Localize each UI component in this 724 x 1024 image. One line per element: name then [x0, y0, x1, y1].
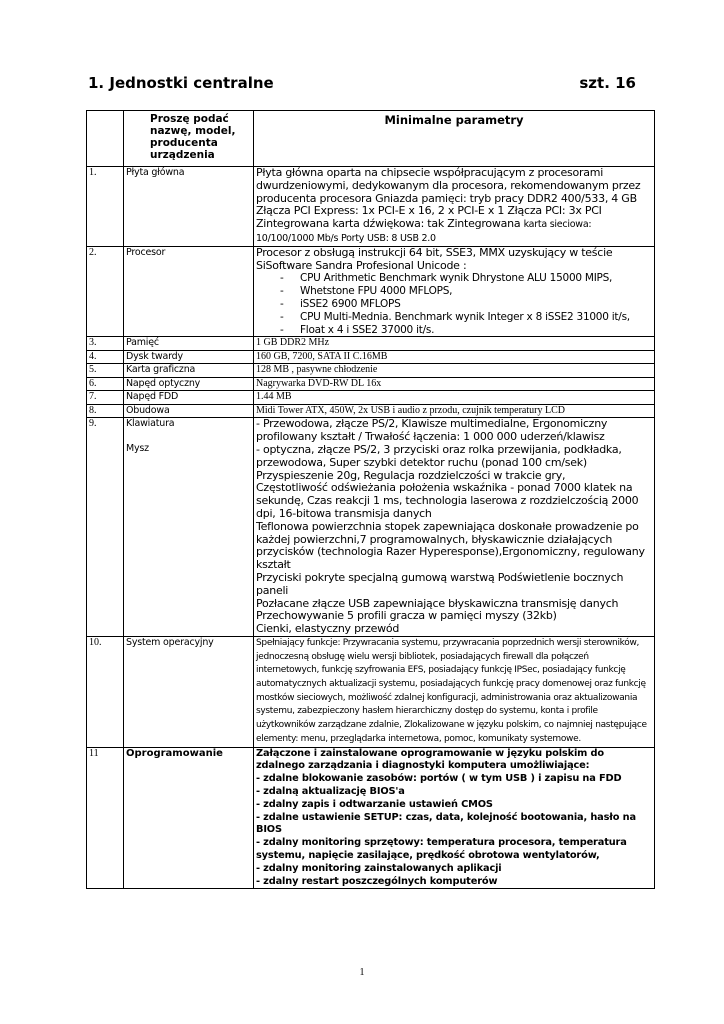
row-label: System operacyjny	[124, 636, 254, 747]
row-label: Pamięć	[124, 337, 254, 351]
params-line: - zdalne blokowanie zasobów: portów ( w tym USB ) i zapisu na FDD	[256, 773, 622, 785]
row-params: 1 GB DDR2 MHz	[254, 337, 655, 351]
row-number: 11	[87, 747, 124, 889]
row-number: 10.	[87, 636, 124, 747]
row-params-intro: Procesor z obsługą instrukcji 64 bit, SSE3, MMX uzyskujący w teście SiSoftware Sandra Profesional Unicode :	[256, 245, 613, 272]
row-number: 4.	[87, 350, 124, 364]
row-label: Napęd optyczny	[124, 377, 254, 391]
row-params	[254, 246, 655, 337]
row-number: 5.	[87, 364, 124, 378]
list-item: - iSSE2 6900 MFLOPS	[280, 298, 652, 311]
row-params: Nagrywarka DVD-RW DL 16x	[254, 377, 655, 391]
params-line: Przechowywanie 5 profili gracza w pamięci myszy (32kb)	[256, 609, 557, 623]
row-number: 9.	[87, 418, 124, 637]
params-line: Cienki, elastyczny przewód	[256, 622, 400, 636]
specification-table	[86, 110, 655, 889]
row-label: Oprogramowanie	[124, 747, 254, 889]
header-name-cell: Proszę podać nazwę, model, producenta urządzenia	[124, 111, 254, 167]
row-label: Karta graficzna	[124, 364, 254, 378]
table-row	[87, 391, 655, 405]
row-params-text: Płyta główna oparta na chipsecie współpracującym z procesorami dwurdzeniowymi, dedykowanym dla procesora, rekomendowanym przez producenta procesora Gniazda pamięci: tryb pracy DDR2 400/533, 4 GB Złącza PCI Express: 1x PCI-E x 16, 2 x PCI-E x 1 Złącza PCI: 3x PCI Zintegrowana karta dźwiękowa: tak Zintegrowana	[256, 166, 641, 231]
row-label: Płyta główna	[124, 167, 254, 247]
row-number: 1.	[87, 167, 124, 247]
row-label: Obudowa	[124, 404, 254, 418]
row-params: Spełniający funkcje: Przywracania systemu, przywracania poprzednich wersji sterowników, jednoczesną obsługę wielu wersji bibliotek, posiadających firewall dla połączeń internetowych, funkcję szyfrowania EFS, posiadający funkcję IPSec, posiadający funkcję automatycznych aktualizacji systemu, posiadających funkcję pracy domenowej oraz funkcję mostków sieciowych, możliwość zdalnej konfiguracji, administrowania oraz aktualizowania systemu, zabezpieczony hasłem hierarchiczny dostęp do systemu, konta i profile użytkowników zarządzane zdalnie, Zlokalizowane w języku polskim, co najmniej następujące elementy: menu, przeglądarka internetowa, pomoc, komunikaty systemowe.	[254, 636, 655, 747]
table-row	[87, 747, 655, 889]
params-line: - zdalny monitoring sprzętowy: temperatura procesora, temperatura systemu, napięcie zasilające, prędkość obrotowa wentylatorów,	[256, 837, 627, 861]
table-row	[87, 404, 655, 418]
row-label: Klawiatura	[126, 418, 175, 430]
row-params-small-text: karta sieciowa: 10/100/1000 Mb/s Porty USB: 8 USB 2.0	[256, 219, 592, 244]
row-params: Midi Tower ATX, 450W, 2x USB i audio z przodu, czujnik temperatury LCD	[254, 404, 655, 418]
list-item: - Whetstone FPU 4000 MFLOPS,	[280, 285, 652, 298]
row-params: 128 MB , pasywne chłodzenie	[254, 364, 655, 378]
row-params	[254, 418, 655, 637]
params-line: - zdalny restart poszczególnych komputerów	[256, 875, 498, 887]
row-label: Procesor	[124, 246, 254, 337]
row-params	[254, 167, 655, 247]
table-row	[87, 337, 655, 351]
row-label-secondary: Mysz	[126, 442, 149, 454]
row-number: 6.	[87, 377, 124, 391]
list-item: - CPU Arithmetic Benchmark wynik Dhrystone ALU 15000 MIPS,	[280, 272, 652, 285]
row-params: 1.44 MB	[254, 391, 655, 405]
header-number-cell	[87, 111, 124, 167]
params-line: Przyspieszenie 20g, Regulacja rozdzielczości w trakcie gry,	[256, 468, 566, 482]
list-item: - Float x 4 i SSE2 37000 it/s.	[280, 324, 652, 337]
section-heading	[88, 74, 648, 94]
table-header-row	[87, 111, 655, 167]
row-number: 7.	[87, 391, 124, 405]
params-line: - zdalny monitoring zainstalowanych aplikacji	[256, 862, 502, 874]
params-line: - zdalne ustawienie SETUP: czas, data, kolejność bootowania, hasło na BIOS	[256, 811, 636, 836]
row-params	[254, 747, 655, 889]
table-row	[87, 350, 655, 364]
table-row	[87, 636, 655, 747]
params-line: Załączone i zainstalowane oprogramowanie w języku polskim do zdalnego zarządzania i diagnostyki komputera umożliwiające:	[256, 747, 604, 772]
params-line: - Przewodowa, złącze PS/2, Klawisze multimedialne, Ergonomiczny profilowany kształt / Trwałość łączenia: 1 000 000 uderzeń/klawisz	[256, 417, 608, 444]
section-quantity: szt. 16	[579, 74, 636, 92]
benchmark-list	[256, 272, 652, 336]
row-label: Dysk twardy	[124, 350, 254, 364]
params-line: - zdalny zapis i odtwarzanie ustawień CMOS	[256, 798, 493, 810]
params-line: Częstotliwość odświeżania położenia wskaźnika - ponad 7000 klatek na sekundę, Czas reakcji 1 ms, technologia laserowa z rozdzielczością 2000 dpi, 16-bitowa transmisja danych	[256, 481, 639, 520]
table-row	[87, 246, 655, 337]
page-number: 1	[359, 967, 365, 978]
list-item: - CPU Multi-Mednia. Benchmark wynik Integer x 8 iSSE2 31000 it/s,	[280, 311, 652, 324]
row-number: 2.	[87, 246, 124, 337]
row-label-group	[124, 418, 254, 637]
header-params-cell: Minimalne parametry	[254, 111, 655, 167]
row-label: Napęd FDD	[124, 391, 254, 405]
params-line: Teflonowa powierzchnia stopek zapewniająca doskonałe prowadzenie po każdej powierzchni,7 programowalnych, błyskawicznie działających przycisków (technologia Razer Hyperesponse),Ergonomiczny, regulowany kształt	[256, 519, 645, 572]
table-row	[87, 377, 655, 391]
row-params: 160 GB, 7200, SATA II C.16MB	[254, 350, 655, 364]
params-line: - optyczna, złącze PS/2, 3 przyciski oraz rolka przewijania, podkładka, przewodowa, Super szybki detektor ruchu (ponad 100 cm/sek)	[256, 442, 622, 469]
section-title: 1. Jednostki centralne	[88, 74, 274, 92]
params-line: Przyciski pokryte specjalną gumową warstwą Podświetlenie bocznych paneli	[256, 570, 624, 597]
table-row	[87, 418, 655, 637]
row-number: 8.	[87, 404, 124, 418]
table-row	[87, 364, 655, 378]
table-row	[87, 167, 655, 247]
params-line: - zdalną aktualizację BIOS'a	[256, 785, 405, 797]
row-number: 3.	[87, 337, 124, 351]
params-line: Pozłacane złącze USB zapewniające błyskawiczna transmisję danych	[256, 596, 619, 610]
